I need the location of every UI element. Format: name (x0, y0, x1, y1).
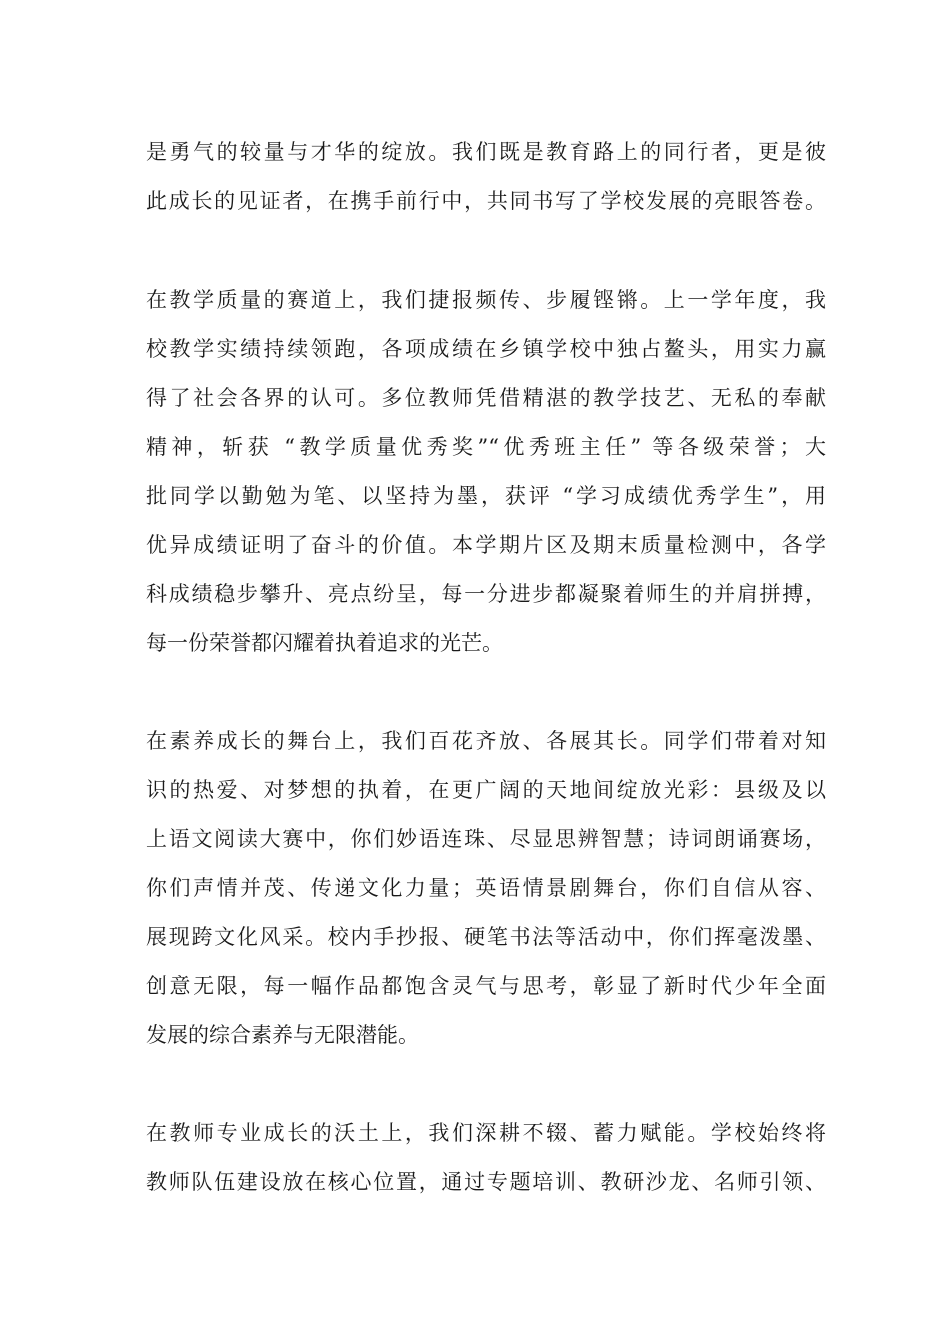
paragraph-line: 此成长的见证者，在携手前行中，共同书写了学校发展的亮眼答卷。 (146, 189, 826, 213)
paragraph-line: 创意无限，每一幅作品都饱含灵气与思考，彰显了新时代少年全面 (146, 974, 826, 998)
paragraph-line: 识的热爱、对梦想的执着，在更广阔的天地间绽放光彩：县级及以 (146, 778, 826, 802)
paragraph-line: 展现跨文化风采。校内手抄报、硬笔书法等活动中，你们挥毫泼墨、 (146, 925, 826, 949)
paragraph-line: 教师队伍建设放在核心位置，通过专题培训、教研沙龙、名师引领、 (146, 1170, 826, 1194)
paragraph-line: 批同学以勤勉为笔、以坚持为墨，获评 “学习成绩优秀学生”，用 (146, 484, 826, 508)
paragraph-line: 上语文阅读大赛中，你们妙语连珠、尽显思辨智慧；诗词朗诵赛场， (146, 827, 826, 851)
paragraph-line: 发展的综合素养与无限潜能。 (146, 1023, 419, 1047)
paragraph-line: 在教学质量的赛道上，我们捷报频传、步履铿锵。上一学年度，我 (146, 288, 826, 312)
paragraph-line: 在素养成长的舞台上，我们百花齐放、各展其长。同学们带着对知 (146, 729, 826, 753)
paragraph-line: 是勇气的较量与才华的绽放。我们既是教育路上的同行者，更是彼 (146, 140, 826, 164)
paragraph-line: 你们声情并茂、传递文化力量；英语情景剧舞台，你们自信从容、 (146, 876, 826, 900)
paragraph-line: 在教师专业成长的沃土上，我们深耕不辍、蓄力赋能。学校始终将 (146, 1121, 826, 1145)
paragraph-line: 优异成绩证明了奋斗的价值。本学期片区及期末质量检测中，各学 (146, 533, 826, 557)
paragraph-line: 每一份荣誉都闪耀着执着追求的光芒。 (146, 631, 503, 655)
paragraph-line: 精神，斩获 “教学质量优秀奖”“优秀班主任” 等各级荣誉；大 (146, 435, 826, 459)
paragraph-line: 科成绩稳步攀升、亮点纷呈，每一分进步都凝聚着师生的并肩拼搏， (146, 582, 826, 606)
paragraph-line: 校教学实绩持续领跑，各项成绩在乡镇学校中独占鳌头，用实力赢 (146, 337, 826, 361)
paragraph-line: 得了社会各界的认可。多位教师凭借精湛的教学技艺、无私的奉献 (146, 386, 826, 410)
